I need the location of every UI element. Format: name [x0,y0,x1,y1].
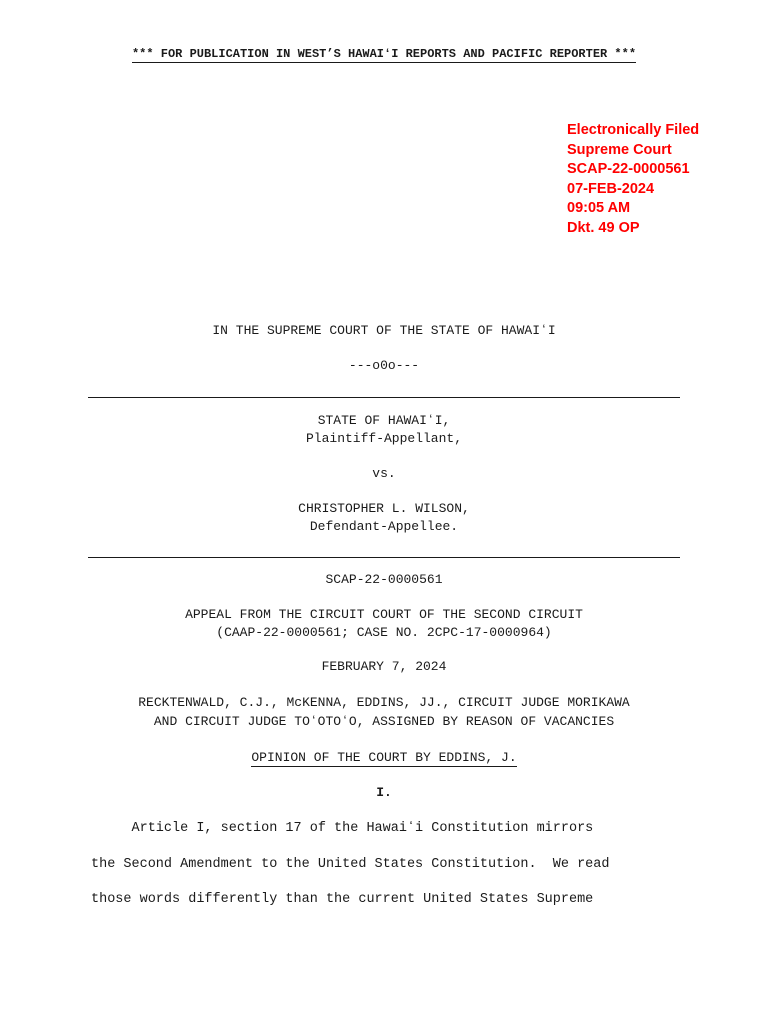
stamp-line: Electronically Filed [567,122,700,138]
stamp-line: 07-FEB-2024 [567,180,655,197]
caption-top-rule [88,397,680,398]
plaintiff-name: STATE OF HAWAIʻI, [317,413,451,428]
opinion-by-heading [0,749,768,767]
case-numbers: (CAAP-22-0000561; CASE NO. 2CPC-17-0000964) [216,625,552,640]
appeal-line: APPEAL FROM THE CIRCUIT COURT OF THE SECOND CIRCUIT [185,607,583,622]
decision-date: FEBRUARY 7, 2024 [321,659,447,674]
opinion-line: Article I, section 17 of the Hawaiʻi Constitution mirrors [91,821,594,836]
caption-bottom-rule [88,557,680,558]
section-heading: I. [376,785,392,800]
opinion-by-text: OPINION OF THE COURT BY EDDINS, J. [251,750,517,765]
stamp-line: Dkt. 49 OP [567,219,640,236]
filing-stamp [567,121,757,238]
opinion-line: those words differently than the current United States Supreme [91,892,594,907]
judges-line-2: AND CIRCUIT JUDGE TOʻOTOʻO, ASSIGNED BY REASON OF VACANCIES [153,714,615,729]
stamp-line: Supreme Court [567,141,672,158]
court-title: IN THE SUPREME COURT OF THE STATE OF HAWAIʻI [212,323,556,338]
versus-label: vs. [372,466,396,481]
plaintiff-role: Plaintiff-Appellant, [305,431,463,446]
defendant-role: Defendant-Appellee. [309,519,459,534]
docket-number: SCAP-22-0000561 [325,572,443,587]
publication-header [0,46,768,62]
defendant-name: CHRISTOPHER L. WILSON, [298,501,470,516]
stamp-line: SCAP-22-0000561 [567,161,690,177]
opinion-line: the Second Amendment to the United States Constitution. We read [91,857,610,872]
caption-separator: ---o0o--- [348,358,420,373]
stamp-line: 09:05 AM [567,200,631,216]
judges-line-1: RECKTENWALD, C.J., McKENNA, EDDINS, JJ., CIRCUIT JUDGE MORIKAWA [138,695,630,710]
publication-notice: *** FOR PUBLICATION IN WEST’S HAWAIʻI REPORTS AND PACIFIC REPORTER *** [131,47,637,61]
